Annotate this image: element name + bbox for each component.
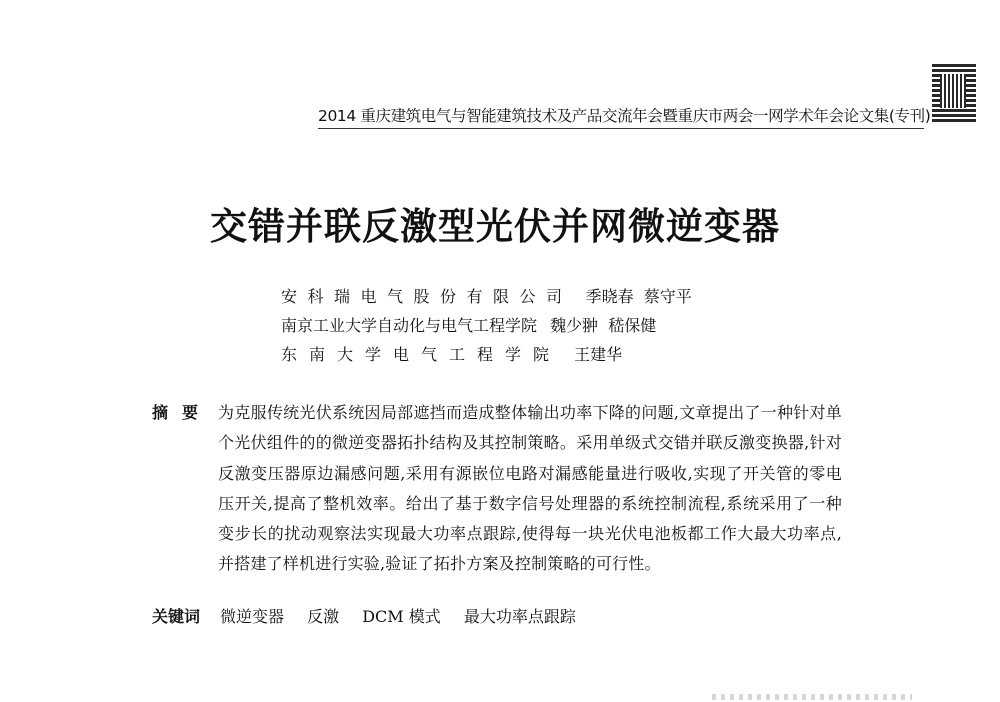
abstract-text: 为克服传统光伏系统因局部遮挡而造成整体输出功率下降的问题,文章提出了一种针对单个光伏组件的的微逆变器拓扑结构及其控制策略。采用单级式交错并联反激变换器,针对反激变压器原边漏感问题,采用有源嵌位电路对漏感能量进行吸收,实现了开关管的零电压开关,提高了整机效率。给出了基于数字信号处理器的系统控制流程,系统采用了一种变步长的扰动观察法实现最大功率点跟踪,使得每一块光伏电池板都工作大最大功率点,并搭建了样机进行实验,验证了拓扑方案及控制策略的可行性。 [218, 403, 842, 574]
author-row [281, 340, 692, 369]
author-affiliation: 南京工业大学自动化与电气工程学院 [281, 316, 538, 335]
author-block [281, 282, 692, 369]
footer-scan-artifact [712, 694, 912, 700]
author-names: 季晓春 蔡守平 [585, 287, 692, 306]
author-names: 王建华 [574, 345, 623, 364]
header-rule [318, 128, 924, 129]
keywords-label: 关键词 [152, 607, 201, 626]
author-affiliation: 安科瑞电气股份有限公司 [281, 287, 573, 306]
scan-corner-mark [932, 64, 976, 122]
keywords-list [220, 604, 594, 627]
paper-title-text: 交错并联反激型光伏并网微逆变器 [210, 205, 780, 248]
author-affiliation: 东南大学电气工程学院 [281, 345, 562, 364]
author-row [281, 282, 692, 311]
author-row [281, 311, 692, 340]
paper-title [0, 196, 1000, 250]
keyword-item: 反激 [307, 607, 340, 626]
abstract-label: 摘要 [152, 403, 213, 422]
keyword-item: DCM 模式 [362, 607, 441, 626]
author-names: 魏少翀 嵇保健 [550, 316, 657, 335]
proceedings-header: 2014 重庆建筑电气与智能建筑技术及产品交流年会暨重庆市两会一网学术年会论文集(专刊) [318, 107, 931, 125]
keyword-item: 最大功率点跟踪 [463, 607, 576, 626]
keyword-item: 微逆变器 [220, 607, 285, 626]
